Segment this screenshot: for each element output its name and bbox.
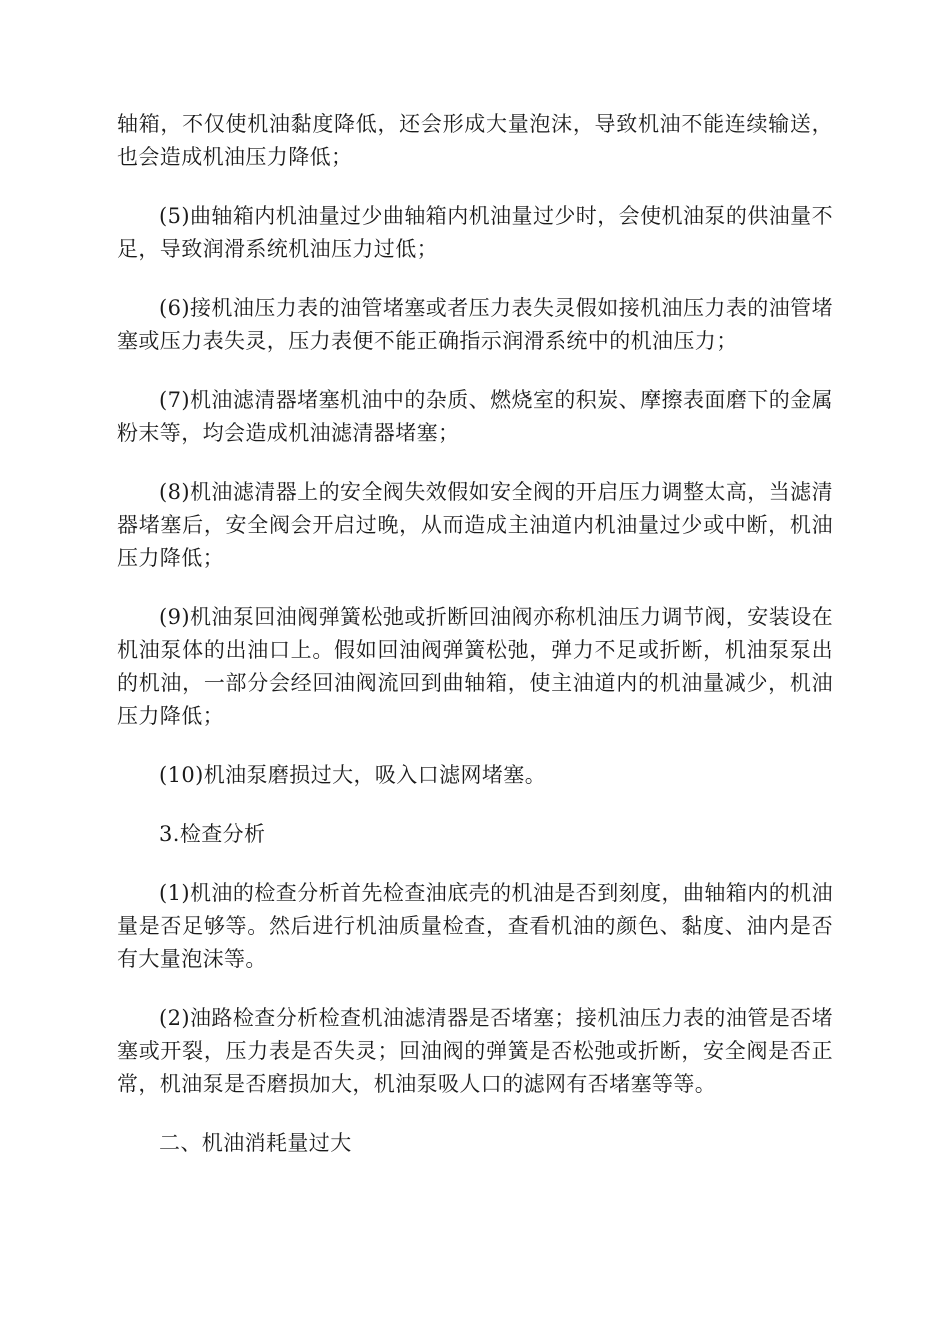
paragraph-item-9: (9)机油泵回油阀弹簧松弛或折断回油阀亦称机油压力调节阀，安装设在机油泵体的出油口上。假如回油阀弹簧松弛，弹力不足或折断，机油泵泵出的机油，一部分会经回油阀流回到曲轴箱，使主油道内的机油量减少，机油压力降低； (117, 605, 833, 728)
paragraph-item-6: (6)接机油压力表的油管堵塞或者压力表失灵假如接机油压力表的油管堵塞或压力表失灵，压力表便不能正确指示润滑系统中的机油压力； (117, 296, 833, 353)
paragraph-item-10: (10)机油泵磨损过大，吸入口滤网堵塞。 (159, 763, 547, 787)
section-heading-inspection: 3.检查分析 (159, 822, 266, 846)
paragraph-item-8: (8)机油滤清器上的安全阀失效假如安全阀的开启压力调整太高，当滤清器堵塞后，安全阀会开启过晚，从而造成主油道内机油量过少或中断，机油压力降低； (117, 480, 833, 570)
section-heading-oil-consumption: 二、机油消耗量过大 (159, 1131, 352, 1155)
paragraph-continuation: 轴箱，不仅使机油黏度降低，还会形成大量泡沫，导致机油不能连续输送，也会造成机油压力降低； (117, 112, 833, 169)
paragraph-inspection-1: (1)机油的检查分析首先检查油底壳的机油是否到刻度，曲轴箱内的机油量是否足够等。然后进行机油质量检查，查看机油的颜色、黏度、油内是否有大量泡沫等。 (117, 881, 833, 971)
paragraph-item-5: (5)曲轴箱内机油量过少曲轴箱内机油量过少时，会使机油泵的供油量不足，导致润滑系统机油压力过低； (117, 204, 833, 261)
paragraph-item-7: (7)机油滤清器堵塞机油中的杂质、燃烧室的积炭、摩擦表面磨下的金属粉末等，均会造成机油滤清器堵塞； (117, 388, 833, 445)
paragraph-inspection-2: (2)油路检查分析检查机油滤清器是否堵塞；接机油压力表的油管是否堵塞或开裂，压力表是否失灵；回油阀的弹簧是否松弛或折断，安全阀是否正常，机油泵是否磨损加大，机油泵吸人口的滤网有否堵塞等等。 (117, 1006, 833, 1096)
document-body (117, 108, 833, 1186)
